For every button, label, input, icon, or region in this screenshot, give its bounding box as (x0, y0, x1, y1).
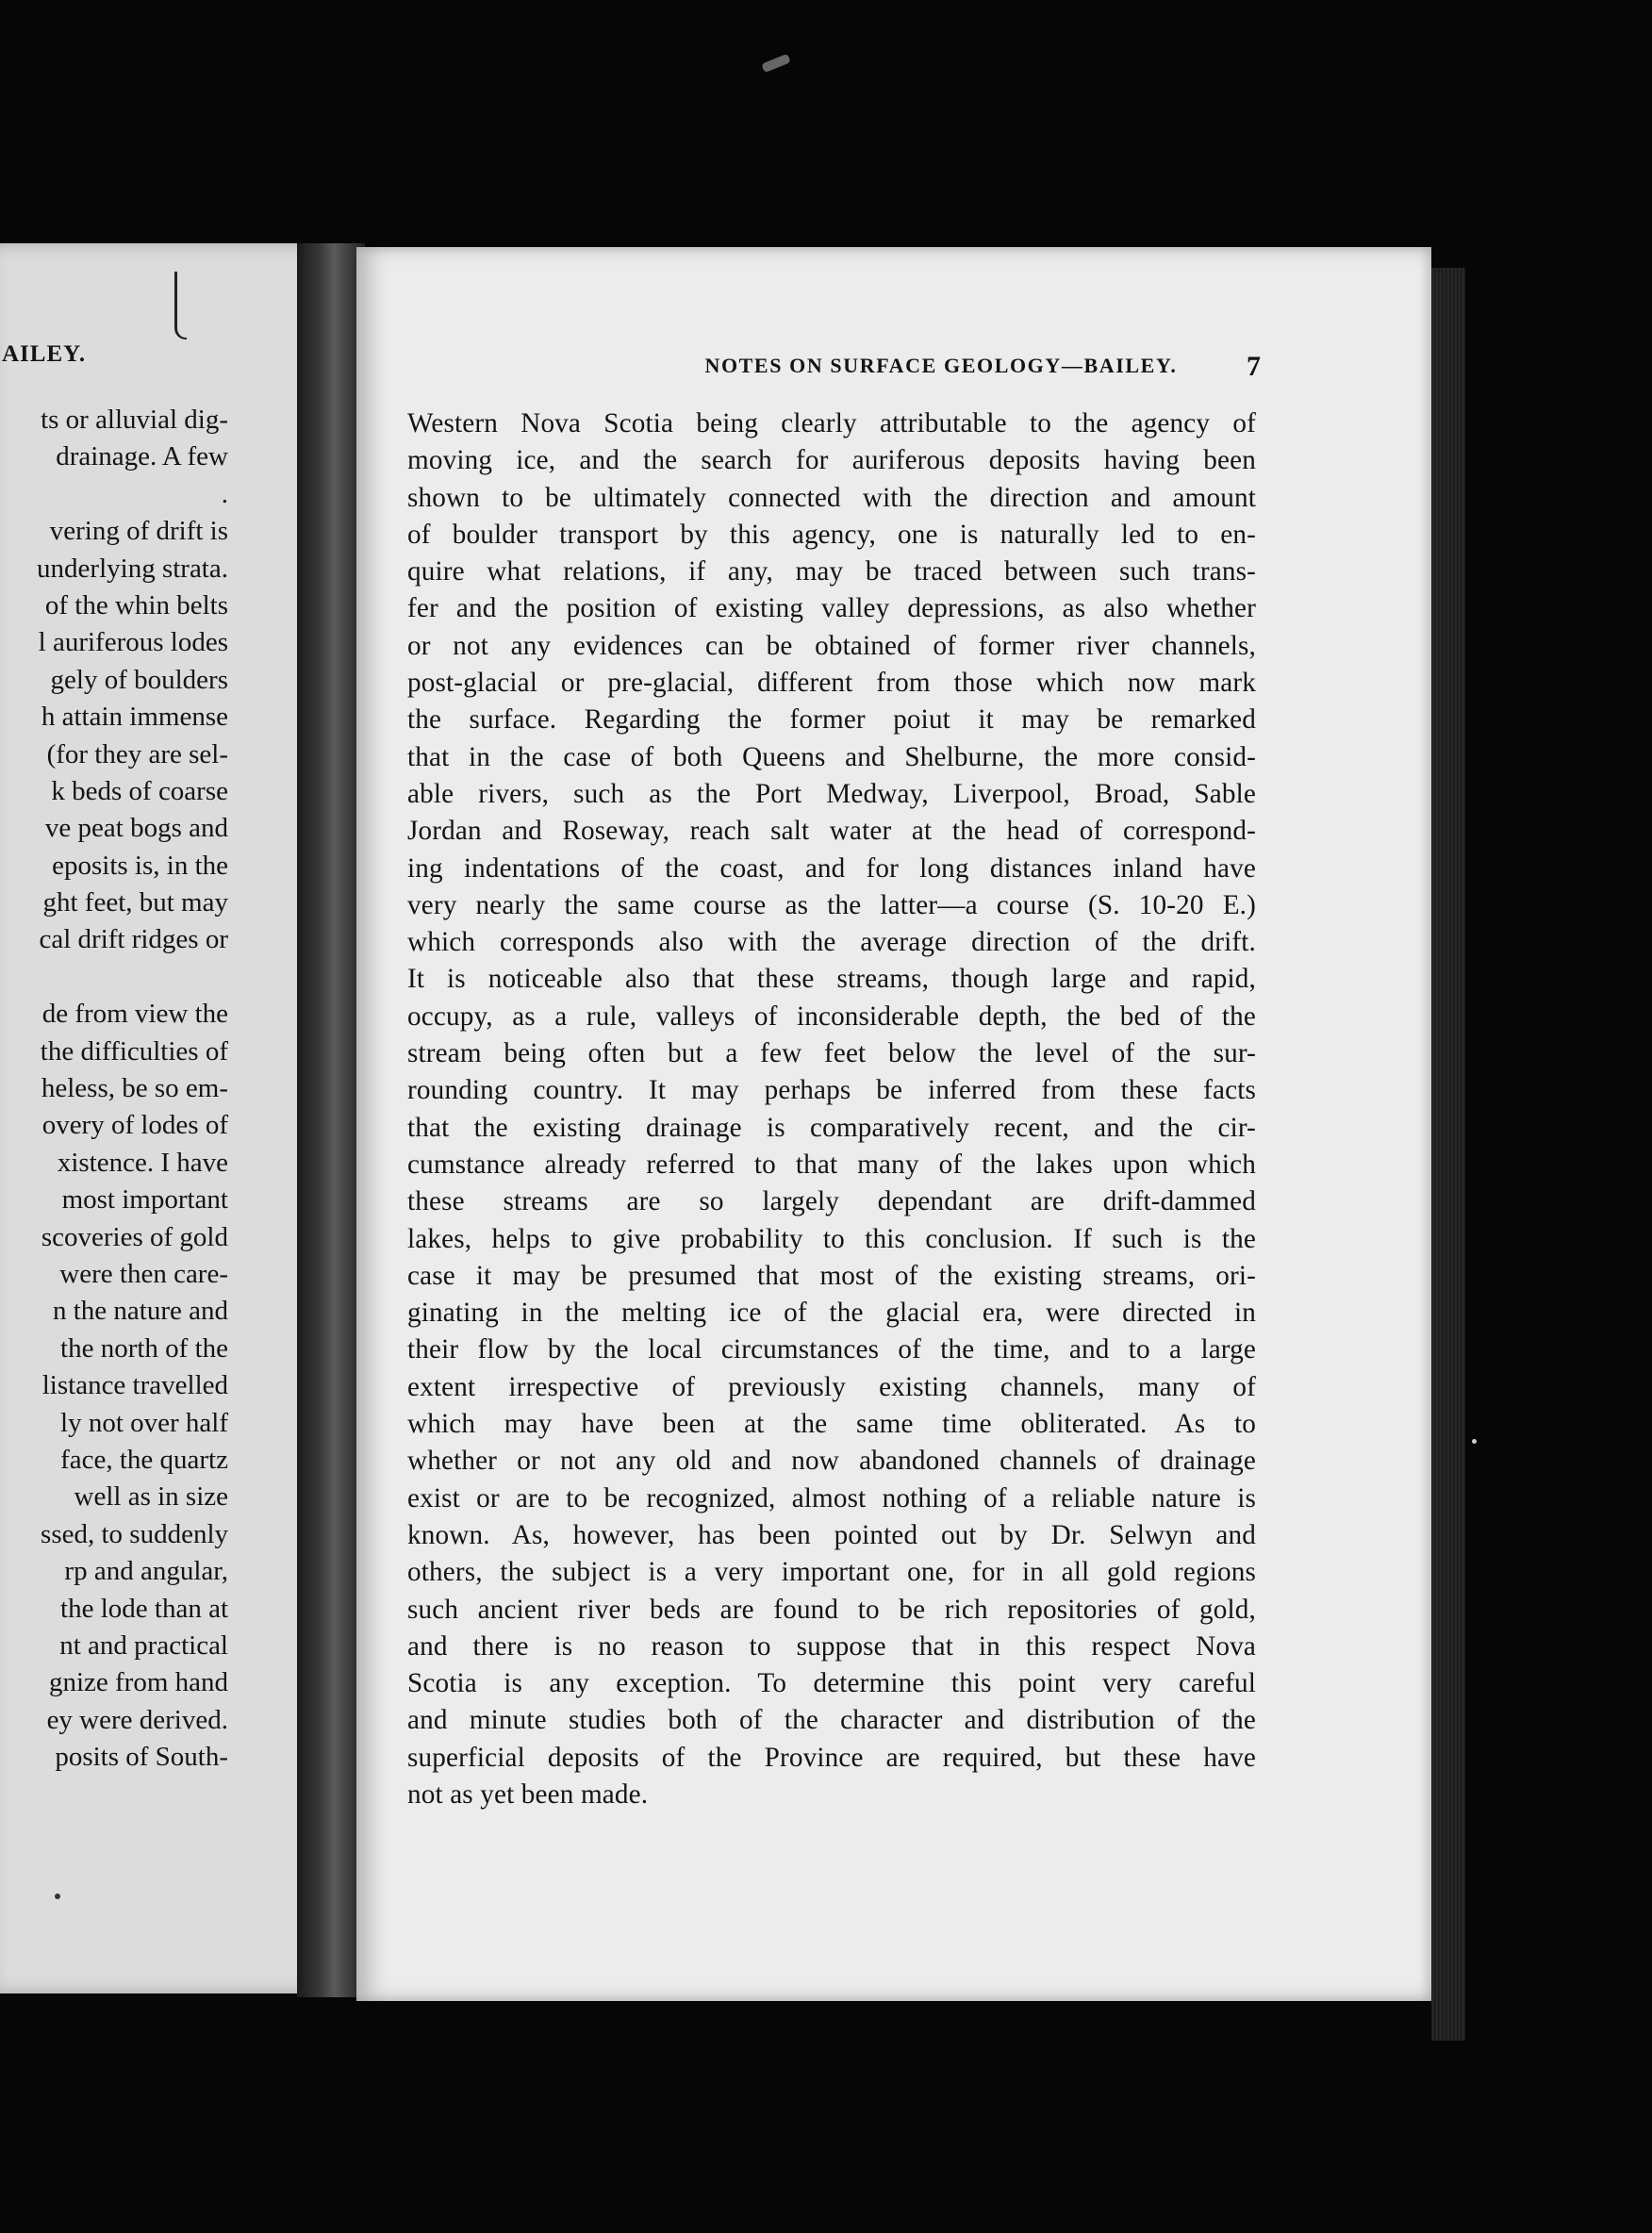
text-line: quire what relations, if any, may be traced between such trans- (407, 556, 1256, 587)
right-page (356, 247, 1431, 2001)
text-line: gnize from hand (48, 1667, 228, 1698)
text-line: scoveries of gold (41, 1221, 228, 1252)
text-line: known. As, however, has been pointed out by Dr. Selwyn and (407, 1519, 1256, 1550)
text-line: the difficulties of (40, 1035, 228, 1067)
text-line: rp and angular, (64, 1556, 228, 1587)
left-page-text (0, 402, 228, 1776)
text-line: others, the subject is a very important one, for in all gold regions (407, 1557, 1256, 1588)
text-line: occupy, as a rule, valleys of inconsiderable depth, the bed of the (407, 1001, 1256, 1032)
text-line: most important (61, 1184, 228, 1216)
text-line: the north of the (60, 1332, 228, 1364)
text-line: ght feet, but may (42, 887, 228, 918)
text-line: stream being often but a few feet below the level of the sur- (407, 1038, 1256, 1069)
text-line: drainage. A few (56, 441, 228, 472)
text-line: vering of drift is (49, 516, 228, 547)
text-line: h attain immense (41, 702, 228, 733)
left-page (0, 243, 321, 1993)
text-line (0, 959, 228, 996)
text-line: of boulder transport by this agency, one is naturally led to en- (407, 519, 1256, 550)
text-line: the lode than at (60, 1593, 228, 1624)
text-line: whether or not any old and now abandoned channels of drainage (407, 1446, 1256, 1477)
text-line: that the existing drainage is comparatively recent, and the cir- (407, 1112, 1256, 1143)
book-spine (297, 243, 365, 1997)
scan-speck (55, 1894, 60, 1899)
text-line: such ancient river beds are found to be rich repositories of gold, (407, 1594, 1256, 1625)
text-line: superficial deposits of the Province are required, but these have (407, 1742, 1256, 1773)
text-line: overy of lodes of (41, 1110, 228, 1141)
text-line: ey were derived. (46, 1704, 228, 1735)
text-line: and there is no reason to suppose that in this respect Nova (407, 1630, 1256, 1662)
text-line: fer and the position of existing valley depressions, as also whether (407, 593, 1256, 624)
text-line: Jordan and Roseway, reach salt water at the head of correspond- (407, 816, 1256, 847)
text-line: these streams are so largely dependant are drift-dammed (407, 1186, 1256, 1217)
text-line: very nearly the same course as the latter—a course (S. 10-20 E.) (407, 889, 1256, 920)
text-line: . (221, 478, 228, 509)
pencil-mark (174, 272, 187, 339)
text-line: extent irrespective of previously existing channels, many of (407, 1371, 1256, 1402)
text-line: which corresponds also with the average direction of the drift. (407, 927, 1256, 958)
text-line: post-glacial or pre-glacial, different from those which now mark (407, 668, 1256, 699)
text-line: moving ice, and the search for auriferous deposits having been (407, 445, 1256, 476)
text-line: their flow by the local circumstances of the time, and to a large (407, 1334, 1256, 1365)
text-line: l auriferous lodes (38, 627, 228, 658)
text-line: underlying strata. (37, 553, 228, 584)
text-line: lakes, helps to give probability to this conclusion. If such is the (407, 1223, 1256, 1254)
text-line: ssed, to suddenly (41, 1518, 228, 1549)
text-line: listance travelled (41, 1370, 228, 1401)
text-line: k beds of coarse (51, 775, 228, 806)
text-line: and minute studies both of the character and distribution of the (407, 1705, 1256, 1736)
body-text (407, 405, 1256, 1813)
text-line: cal drift ridges or (39, 924, 228, 955)
text-line: that in the case of both Queens and Shelburne, the more consid- (407, 741, 1256, 772)
left-running-head: AILEY. (2, 341, 87, 367)
text-line: or not any evidences can be obtained of former river channels, (407, 630, 1256, 661)
text-line: of the whin belts (44, 589, 228, 620)
text-line: were then care- (59, 1258, 228, 1289)
text-line: n the nature and (52, 1296, 228, 1327)
text-line: face, the quartz (60, 1444, 228, 1475)
text-line: Western Nova Scotia being clearly attributable to the agency of (407, 408, 1256, 438)
text-line: gely of boulders (50, 664, 228, 695)
text-line: case it may be presumed that most of the existing streams, ori- (407, 1260, 1256, 1291)
running-head: NOTES ON SURFACE GEOLOGY—BAILEY. (704, 354, 1178, 377)
text-line: exist or are to be recognized, almost nothing of a reliable nature is (407, 1482, 1256, 1513)
text-line: xistence. I have (57, 1147, 228, 1178)
text-line: able rivers, such as the Port Medway, Liverpool, Broad, Sable (407, 778, 1256, 809)
text-line: the surface. Regarding the former poiut it may be remarked (407, 704, 1256, 736)
text-line: de from view the (41, 999, 228, 1030)
scan-speck (1472, 1439, 1477, 1444)
page-edge (1431, 268, 1465, 2041)
text-line: nt and practical (59, 1629, 228, 1661)
text-line: well as in size (74, 1481, 228, 1513)
text-line: (for they are sel- (46, 738, 228, 769)
text-line: ing indentations of the coast, and for long distances inland have (407, 852, 1256, 884)
text-line: which may have been at the same time obliterated. As to (407, 1409, 1256, 1440)
text-line: rounding country. It may perhaps be inferred from these facts (407, 1075, 1256, 1106)
text-line: heless, be so em- (41, 1073, 228, 1104)
text-line: not as yet been made. (407, 1778, 649, 1810)
text-line: shown to be ultimately connected with the direction and amount (407, 482, 1256, 513)
text-line: Scotia is any exception. To determine this point very careful (407, 1668, 1256, 1699)
page-number: 7 (1247, 351, 1261, 382)
text-line: ve peat bogs and (44, 813, 228, 844)
text-line: It is noticeable also that these streams, though large and rapid, (407, 964, 1256, 995)
text-line: cumstance already referred to that many of the lakes upon which (407, 1149, 1256, 1180)
text-line: eposits is, in the (52, 850, 228, 881)
text-line: posits of South- (55, 1742, 228, 1773)
text-line: ly not over half (60, 1407, 228, 1438)
text-line: ginating in the melting ice of the glacial era, were directed in (407, 1298, 1256, 1329)
text-line: ts or alluvial dig- (41, 405, 228, 435)
